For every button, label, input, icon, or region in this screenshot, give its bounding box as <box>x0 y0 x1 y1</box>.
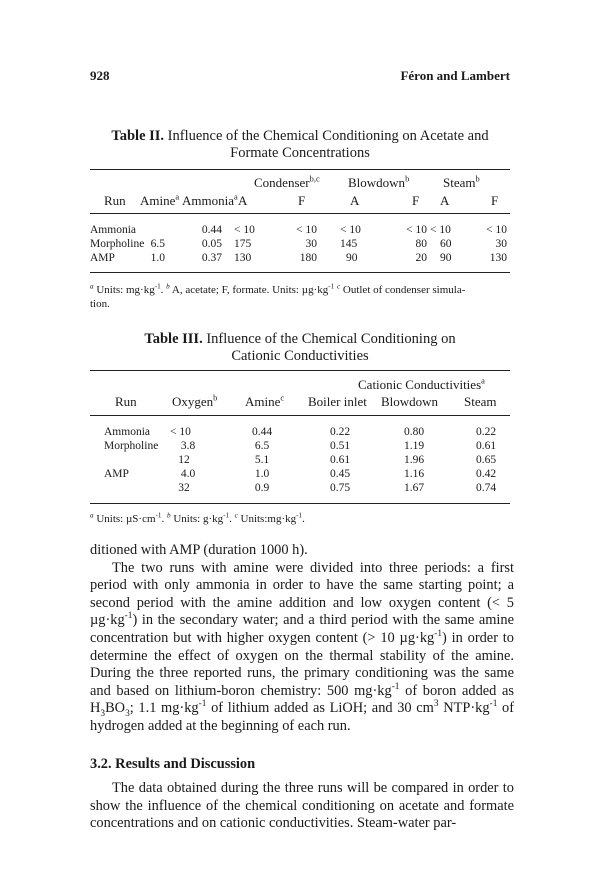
table3-top-rule <box>90 370 510 371</box>
body-text-top <box>90 542 514 736</box>
table3-label: Table III. <box>144 331 203 347</box>
section-heading: 3.2. Results and Discussion <box>90 756 256 772</box>
body-paragraph-2: The data obtained during the three runs will be compared in order to show the influence of the chemical conditioning on acetate and formate concentrations and on cationic conductivities. Steam-water par- <box>90 780 514 832</box>
table2-caption <box>90 128 510 162</box>
table3-col-oxygen: Oxygen$^b$ <box>172 392 218 409</box>
table3-col-amine: Amine$^c$ <box>245 392 285 409</box>
table2-top-rule <box>90 169 510 170</box>
table3-group-cationic: Cationic Conductivities$^a$ <box>358 375 485 392</box>
table3-col-blowdown: Blowdown <box>381 394 439 409</box>
table3-col-boiler-inlet: Boiler inlet <box>308 394 367 409</box>
table3-header-rule <box>90 415 510 416</box>
table3-col-run: Run <box>115 394 137 409</box>
page-number: 928 <box>90 68 110 83</box>
table2-col-run: Run <box>104 193 126 208</box>
table2-group-blowdown: Blowdown$^b$ <box>348 173 410 190</box>
table2-title-line1: Influence of the Chemical Conditioning on Acetate and <box>167 128 489 144</box>
table2-col-steam-f: F <box>491 193 499 208</box>
body-line-continued: ditioned with AMP (duration 1000 h). <box>90 542 308 558</box>
table2-col-cond-f: F <box>298 193 306 208</box>
table2-col-amine: Amine$^a$ <box>140 191 180 208</box>
table2-bottom-rule <box>90 272 510 273</box>
table3-bottom-rule <box>90 503 510 504</box>
table3-footnote: $^a$ Units: $\mu S\cdot cm^{-1}$. $^b$ Units: $g\cdot kg^{-1}$. $^c$ $Units:mg\cdot kg^{-1}$. <box>90 511 305 525</box>
running-header-authors: Féron and Lambert <box>400 68 510 83</box>
table2-col-blow-f: F <box>412 193 420 208</box>
table3-col-steam: Steam <box>464 394 497 409</box>
table2-col-blow-a: A <box>350 193 360 208</box>
table3-title-line1: Influence of the Chemical Conditioning on <box>206 331 456 347</box>
table3-caption <box>90 331 510 365</box>
body-text-bottom <box>90 780 514 833</box>
table2-title-line2: Formate Concentrations <box>230 145 370 161</box>
table2-col-cond-a: A <box>238 193 248 208</box>
body-paragraph-1: The two runs with amine were divided into three periods: a first period with only ammonia in order to have the same starting point; a second period with the amine addition and low oxygen content (< 5 $\mu g\cdot kg^{-1}$) in the secondary water; and a third period with the same amine concentration but with higher oxygen content (> 10 $\mu g\cdot kg^{-1}$) in order to determine the effect of oxygen on the thermal stability of the amine. During the three reported runs, the primary conditioning was the same and based on lithium-boron chemistry: 500 $mg\cdot kg^{-1}$ of boron added as $H_3BO_3$; 1.1 $mg\cdot kg^{-1}$ of lithium added as LiOH; and 30 $cm^3$ $NTP\cdot kg^{-1}$ of hydrogen added at the beginning of each run. <box>90 559 515 734</box>
table2-col-ammonia: Ammonia$^a$ <box>182 191 238 208</box>
table2-group-steam: Steam$^b$ <box>443 173 480 190</box>
table2-footnote: $^a$ Units: $mg\cdot kg^{-1}$. $^b$ A, acetate; F, formate. Units: $\mu g\cdot kg^{-1}$ $^c$ Outlet of condenser simula- tion. <box>90 282 466 310</box>
table2-label: Table II. <box>111 128 165 144</box>
table3-title-line2: Cationic Conductivities <box>231 348 369 364</box>
table2-group-condenser: Condenser$^{b,c}$ <box>254 173 320 190</box>
table2-header-rule <box>90 213 510 214</box>
table2-col-steam-a: A <box>440 193 450 208</box>
